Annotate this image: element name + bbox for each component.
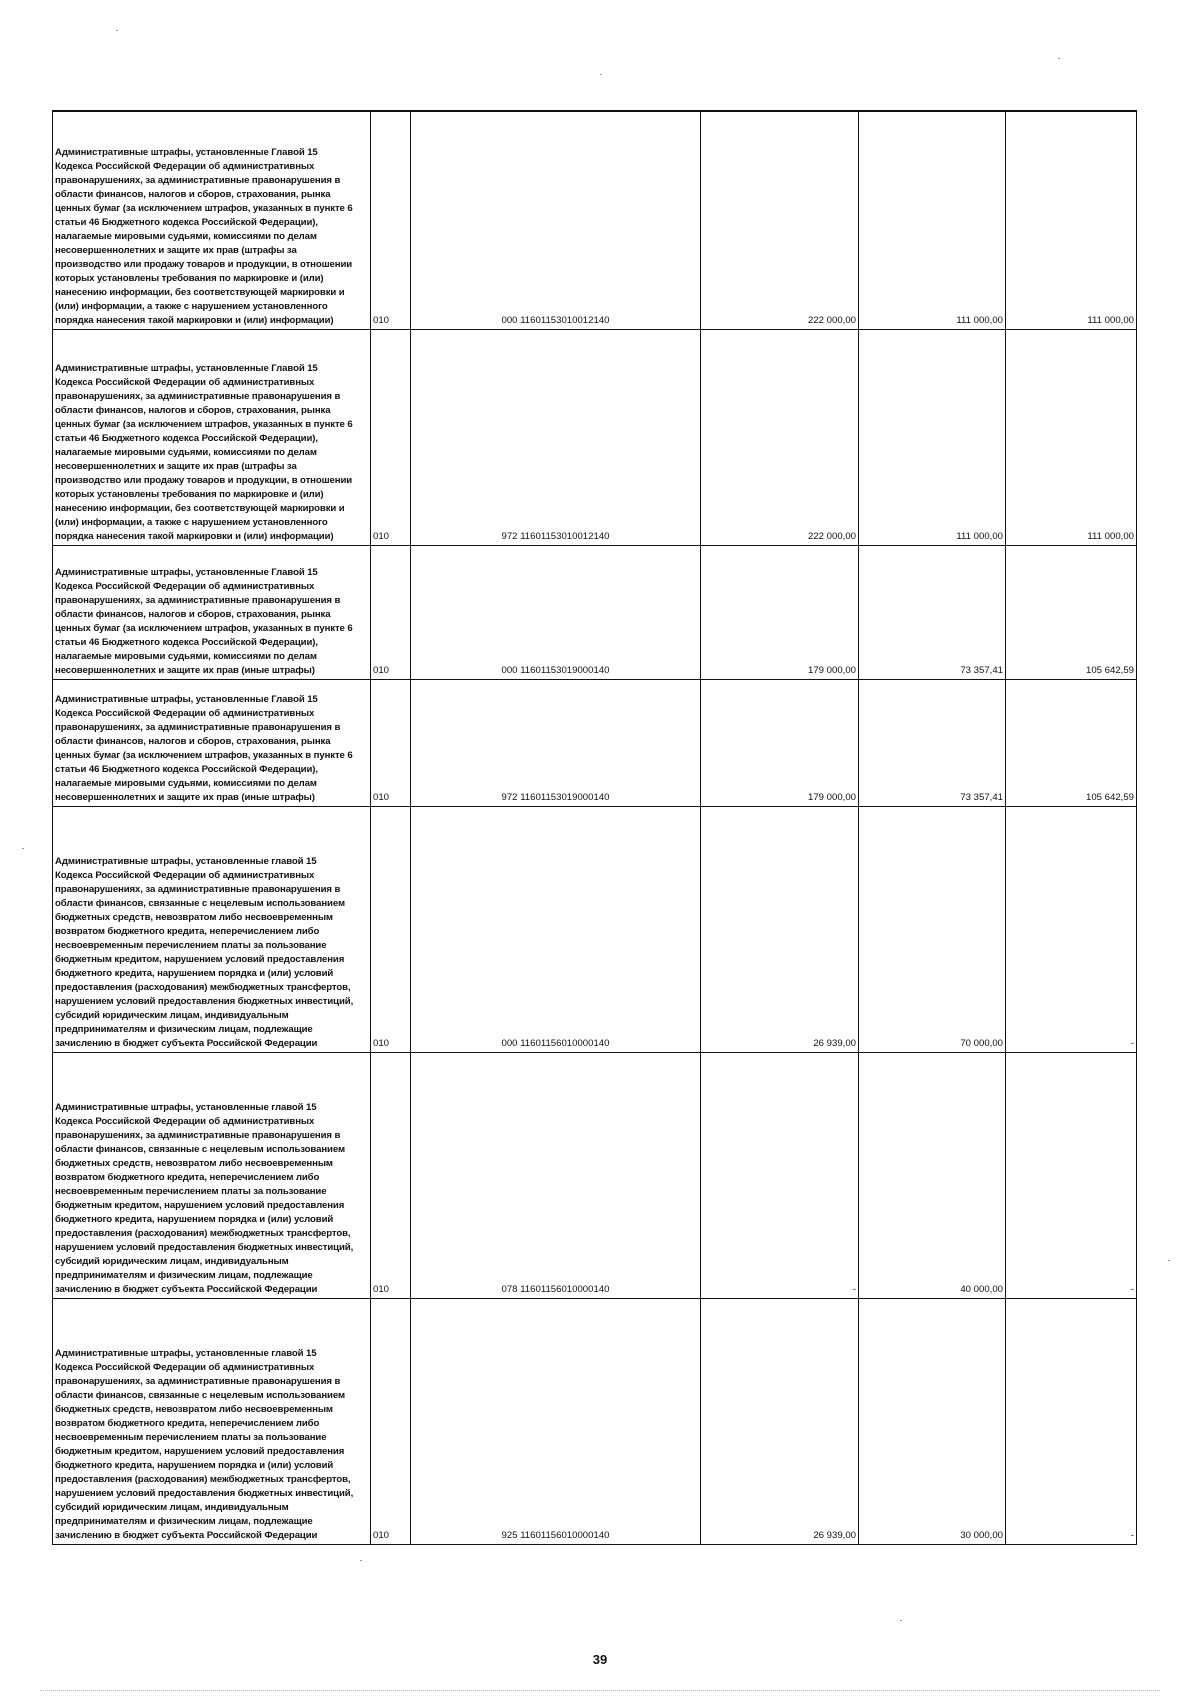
unexecuted-amount-cell: - [1006,1052,1137,1298]
table-row [53,679,1137,806]
income-code-cell: 972 11601153019000140 [411,679,701,806]
line-code-cell: 010 [371,679,411,806]
scan-speck [600,74,602,75]
line-code-cell: 010 [371,1298,411,1544]
income-code-cell: 078 11601156010000140 [411,1052,701,1298]
income-name-cell: Административные штрафы, установленные главой 15 Кодекса Российской Федерации об административных правонарушениях, за административные правонарушения в области финансов, связанные с нецелевым использованием бюджетных средств, невозвратом либо несвоевременным возвратом бюджетного кредита, неперечислением либо несвоевременным перечислением платы за пользование бюджетным кредитом, нарушением условий предоставления бюджетного кредита, нарушением порядка и (или) условий предоставления (расходования) межбюджетных трансфертов, нарушением условий предоставления бюджетных инвестиций, субсидий юридическим лицам, индивидуальным предпринимателям и физическим лицам, подлежащие зачислению в бюджет субъекта Российской Федерации [53,1052,371,1298]
scan-speck [116,30,118,31]
approved-amount-cell: - [701,1052,859,1298]
unexecuted-amount-cell: 111 000,00 [1006,329,1137,545]
executed-amount-cell: 73 357,41 [859,679,1006,806]
line-code-cell: 010 [371,806,411,1052]
income-name-cell: Административные штрафы, установленные Главой 15 Кодекса Российской Федерации об административных правонарушениях, за административные правонарушения в области финансов, налогов и сборов, страхования, рынка ценных бумаг (за исключением штрафов, указанных в пункте 6 статьи 46 Бюджетного кодекса Российской Федерации), налагаемые мировыми судьями, комиссиями по делам несовершеннолетних и защите их прав (иные штрафы) [53,545,371,679]
unexecuted-amount-cell: - [1006,806,1137,1052]
approved-amount-cell: 26 939,00 [701,1298,859,1544]
table-row [53,545,1137,679]
income-code-cell: 000 11601153019000140 [411,545,701,679]
unexecuted-amount-cell: 111 000,00 [1006,111,1137,329]
income-name-cell: Административные штрафы, установленные Главой 15 Кодекса Российской Федерации об административных правонарушениях, за административные правонарушения в области финансов, налогов и сборов, страхования, рынка ценных бумаг (за исключением штрафов, указанных в пункте 6 статьи 46 Бюджетного кодекса Российской Федерации), налагаемые мировыми судьями, комиссиями по делам несовершеннолетних и защите их прав (иные штрафы) [53,679,371,806]
table-row [53,806,1137,1052]
page-number: 39 [592,1652,608,1667]
approved-amount-cell: 222 000,00 [701,111,859,329]
executed-amount-cell: 73 357,41 [859,545,1006,679]
executed-amount-cell: 30 000,00 [859,1298,1006,1544]
income-code-cell: 000 11601156010000140 [411,806,701,1052]
line-code-cell: 010 [371,329,411,545]
income-report-table [52,110,1137,1545]
executed-amount-cell: 111 000,00 [859,329,1006,545]
income-name-cell: Административные штрафы, установленные главой 15 Кодекса Российской Федерации об административных правонарушениях, за административные правонарушения в области финансов, связанные с нецелевым использованием бюджетных средств, невозвратом либо несвоевременным возвратом бюджетного кредита, неперечислением либо несвоевременным перечислением платы за пользование бюджетным кредитом, нарушением условий предоставления бюджетного кредита, нарушением порядка и (или) условий предоставления (расходования) межбюджетных трансфертов, нарушением условий предоставления бюджетных инвестиций, субсидий юридическим лицам, индивидуальным предпринимателям и физическим лицам, подлежащие зачислению в бюджет субъекта Российской Федерации [53,806,371,1052]
table-row [53,1298,1137,1544]
line-code-cell: 010 [371,111,411,329]
table-row [53,329,1137,545]
scan-edge-noise [40,1690,1160,1692]
income-name-cell: Административные штрафы, установленные Главой 15 Кодекса Российской Федерации об административных правонарушениях, за административные правонарушения в области финансов, налогов и сборов, страхования, рынка ценных бумаг (за исключением штрафов, указанных в пункте 6 статьи 46 Бюджетного кодекса Российской Федерации), налагаемые мировыми судьями, комиссиями по делам несовершеннолетних и защите их прав (штрафы за производство или продажу товаров и продукции, в отношении которых установлены требования по маркировке и (или) нанесению информации, без соответствующей маркировки и (или) информации, а также с нарушением установленного порядка нанесения такой маркировки и (или) информации) [53,111,371,329]
unexecuted-amount-cell: - [1006,1298,1137,1544]
approved-amount-cell: 179 000,00 [701,545,859,679]
income-code-cell: 972 11601153010012140 [411,329,701,545]
income-name-cell: Административные штрафы, установленные Главой 15 Кодекса Российской Федерации об административных правонарушениях, за административные правонарушения в области финансов, налогов и сборов, страхования, рынка ценных бумаг (за исключением штрафов, указанных в пункте 6 статьи 46 Бюджетного кодекса Российской Федерации), налагаемые мировыми судьями, комиссиями по делам несовершеннолетних и защите их прав (штрафы за производство или продажу товаров и продукции, в отношении которых установлены требования по маркировке и (или) нанесению информации, без соответствующей маркировки и (или) информации, а также с нарушением установленного порядка нанесения такой маркировки и (или) информации) [53,329,371,545]
line-code-cell: 010 [371,1052,411,1298]
executed-amount-cell: 40 000,00 [859,1052,1006,1298]
table-row [53,1052,1137,1298]
executed-amount-cell: 111 000,00 [859,111,1006,329]
scan-speck [900,1620,902,1621]
executed-amount-cell: 70 000,00 [859,806,1006,1052]
income-code-cell: 925 11601156010000140 [411,1298,701,1544]
scan-speck [22,848,24,849]
table-row [53,111,1137,329]
unexecuted-amount-cell: 105 642,59 [1006,679,1137,806]
unexecuted-amount-cell: 105 642,59 [1006,545,1137,679]
approved-amount-cell: 222 000,00 [701,329,859,545]
scan-speck [360,1560,362,1561]
income-code-cell: 000 11601153010012140 [411,111,701,329]
income-name-cell: Административные штрафы, установленные главой 15 Кодекса Российской Федерации об административных правонарушениях, за административные правонарушения в области финансов, связанные с нецелевым использованием бюджетных средств, невозвратом либо несвоевременным возвратом бюджетного кредита, неперечислением либо несвоевременным перечислением платы за пользование бюджетным кредитом, нарушением условий предоставления бюджетного кредита, нарушением порядка и (или) условий предоставления (расходования) межбюджетных трансфертов, нарушением условий предоставления бюджетных инвестиций, субсидий юридическим лицам, индивидуальным предпринимателям и физическим лицам, подлежащие зачислению в бюджет субъекта Российской Федерации [53,1298,371,1544]
scan-speck [1168,1260,1170,1261]
approved-amount-cell: 26 939,00 [701,806,859,1052]
scan-speck [1058,58,1060,59]
line-code-cell: 010 [371,545,411,679]
approved-amount-cell: 179 000,00 [701,679,859,806]
